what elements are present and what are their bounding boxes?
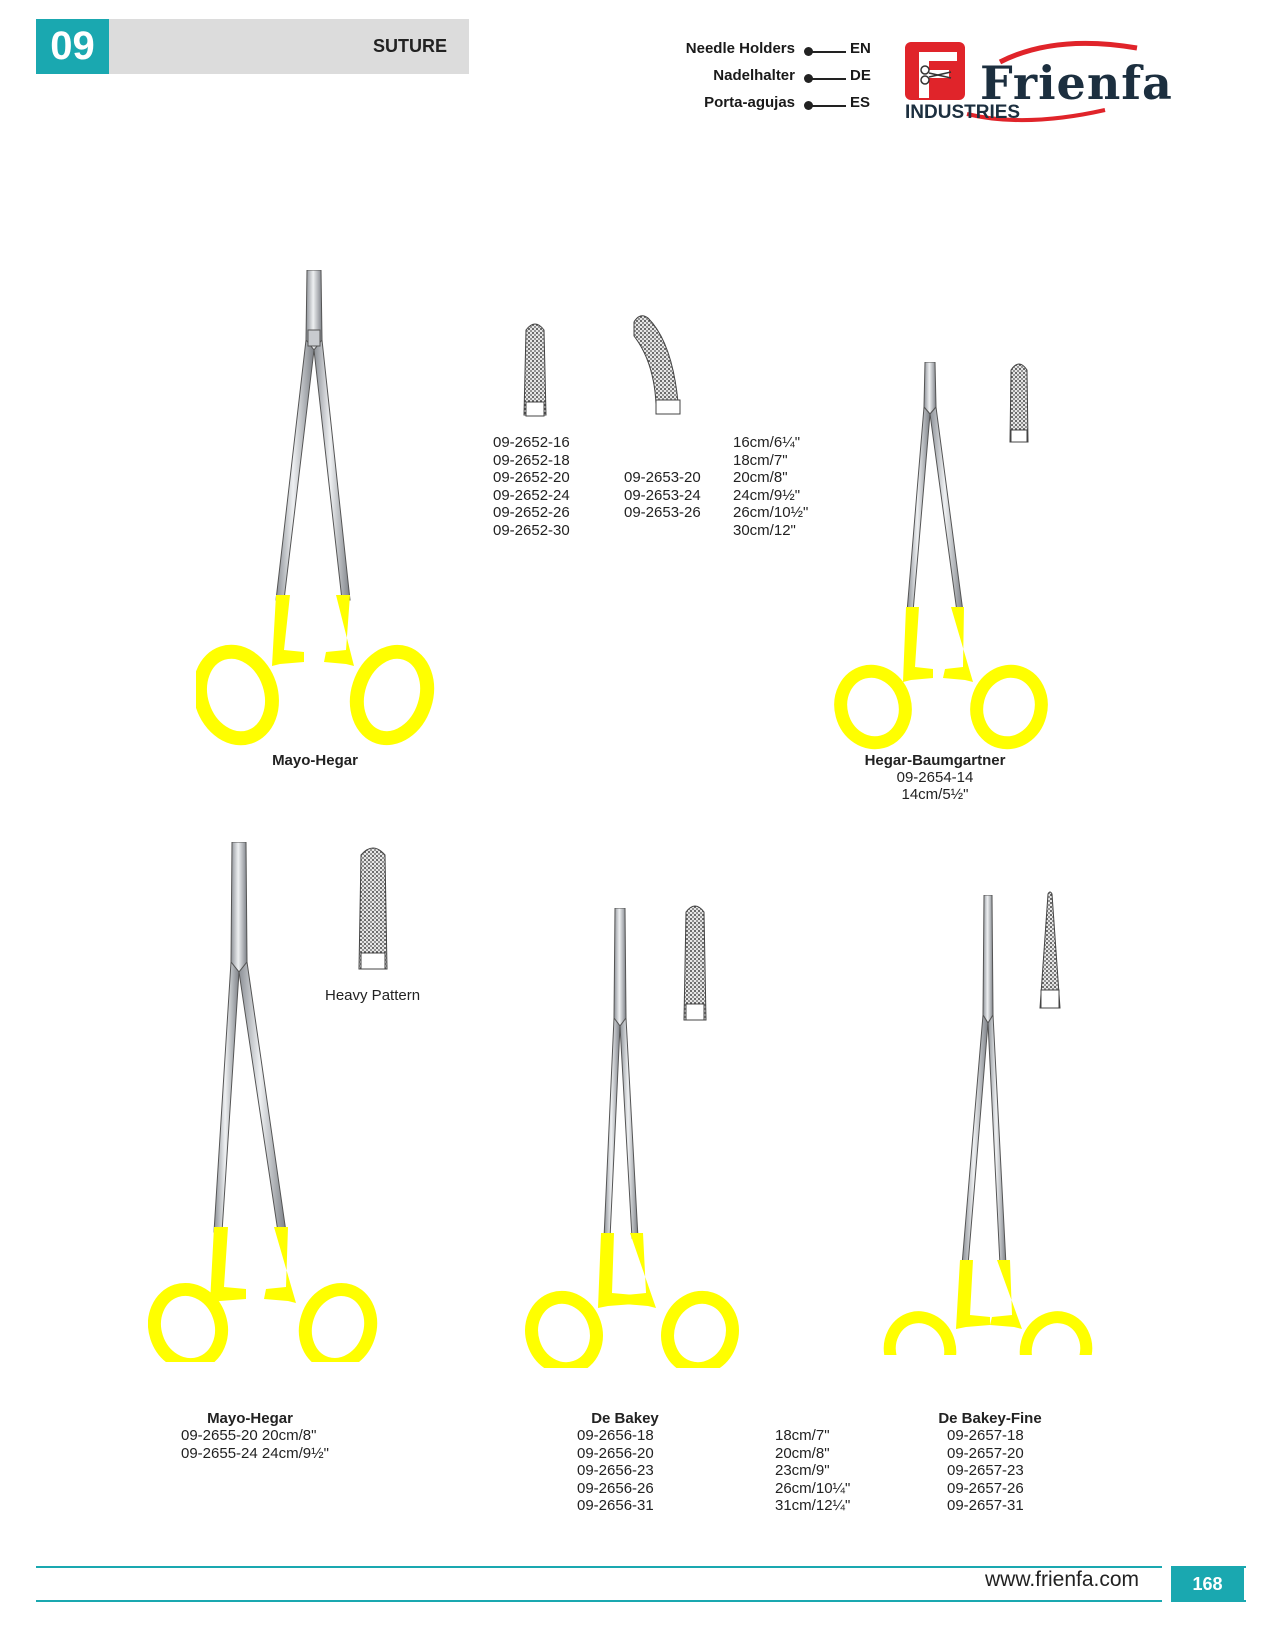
language-name: Porta-agujas xyxy=(704,94,795,111)
brand-name: Frienfa xyxy=(980,56,1173,110)
language-name: Nadelhalter xyxy=(713,67,795,84)
code-item: 09-2652-24 xyxy=(493,486,570,504)
item-list xyxy=(181,1427,329,1462)
code-item: 09-2652-26 xyxy=(493,504,570,521)
language-row-de xyxy=(600,67,890,91)
code-item: 09-2656-23 xyxy=(577,1462,654,1479)
size-item: 20cm/8" xyxy=(733,469,788,486)
website-link[interactable]: www.frienfa.com xyxy=(985,1568,1140,1591)
size-item: 24cm/9½" xyxy=(733,486,801,504)
code-item: 09-2656-31 xyxy=(577,1497,654,1514)
brand-subtitle: INDUSTRIES xyxy=(905,102,1021,123)
jaw-tip-icon xyxy=(1007,360,1031,446)
de-bakey-fine-instrument xyxy=(880,895,1100,1355)
code-item: 09-2653-26 xyxy=(624,504,701,521)
code-list-straight xyxy=(493,434,570,539)
size-item: 26cm/10¼" xyxy=(775,1479,851,1497)
page-number: 168 xyxy=(1171,1566,1244,1602)
code-item: 09-2657-31 xyxy=(947,1497,1024,1514)
section-title: SUTURE xyxy=(372,36,447,56)
code-item: 09-2652-18 xyxy=(493,451,570,469)
language-name: Needle Holders xyxy=(685,40,795,57)
code-item: 09-2657-26 xyxy=(947,1479,1024,1497)
code-item: 09-2652-20 xyxy=(493,469,570,486)
code-item: 09-2656-18 xyxy=(577,1427,654,1444)
code-list xyxy=(947,1427,1024,1515)
size-item: 20cm/8" xyxy=(775,1444,830,1462)
language-code: DE xyxy=(850,67,871,84)
code-list xyxy=(577,1427,654,1515)
code-item: 09-2657-23 xyxy=(947,1462,1024,1479)
product-name: De Bakey-Fine xyxy=(938,1410,1042,1427)
curved-jaw-tip-icon xyxy=(628,312,688,422)
size-item: 18cm/7" xyxy=(775,1427,830,1444)
size-list xyxy=(775,1427,850,1515)
product-name: Mayo-Hegar xyxy=(272,752,358,769)
language-code: ES xyxy=(850,94,871,111)
product-name: Mayo-Hegar xyxy=(207,1410,293,1427)
straight-jaw-tip-icon xyxy=(520,320,550,420)
code-item: 09-2656-20 xyxy=(577,1444,654,1462)
size-item: 31cm/12¼" xyxy=(775,1497,851,1514)
size-list xyxy=(733,434,808,539)
size-item: 26cm/10½" xyxy=(733,504,809,521)
de-bakey-instrument xyxy=(522,908,742,1368)
product-name: De Bakey xyxy=(591,1410,659,1427)
size-item: 16cm/6¼" xyxy=(733,434,801,451)
code-list-curved xyxy=(624,469,701,522)
heavy-jaw-tip-icon xyxy=(356,843,390,973)
code-item: 09-2652-16 xyxy=(493,434,570,451)
size-item: 18cm/7" xyxy=(733,451,788,469)
section-number: 09 xyxy=(36,19,109,74)
code-item: 09-2657-20 xyxy=(947,1444,1024,1462)
mayo-hegar-instrument xyxy=(196,270,446,760)
code-item: 09-2652-30 xyxy=(493,521,570,539)
item-row: 09-2655-20 20cm/8" xyxy=(181,1427,317,1444)
code-item: 09-2653-20 xyxy=(624,469,701,486)
size-item: 23cm/9" xyxy=(775,1462,830,1479)
language-row-en xyxy=(600,40,890,64)
size-item: 30cm/12" xyxy=(733,521,796,539)
fine-jaw-tip-icon xyxy=(1038,890,1062,1012)
product-size: 14cm/5½" xyxy=(901,786,969,803)
product-name: Hegar-Baumgartner xyxy=(864,752,1006,769)
jaw-tip-icon xyxy=(682,902,708,1024)
tip-label: Heavy Pattern xyxy=(325,987,421,1004)
code-item: 09-2653-24 xyxy=(624,486,701,504)
code-item: 09-2657-18 xyxy=(947,1427,1024,1444)
language-row-es xyxy=(600,94,890,118)
mayo-hegar-heavy-instrument xyxy=(148,842,378,1362)
item-row: 09-2655-24 24cm/9½" xyxy=(181,1444,329,1462)
code-item: 09-2656-26 xyxy=(577,1479,654,1497)
footer-line-bottom xyxy=(36,1600,1246,1602)
product-code: 09-2654-14 xyxy=(896,769,974,786)
language-code: EN xyxy=(850,40,871,57)
